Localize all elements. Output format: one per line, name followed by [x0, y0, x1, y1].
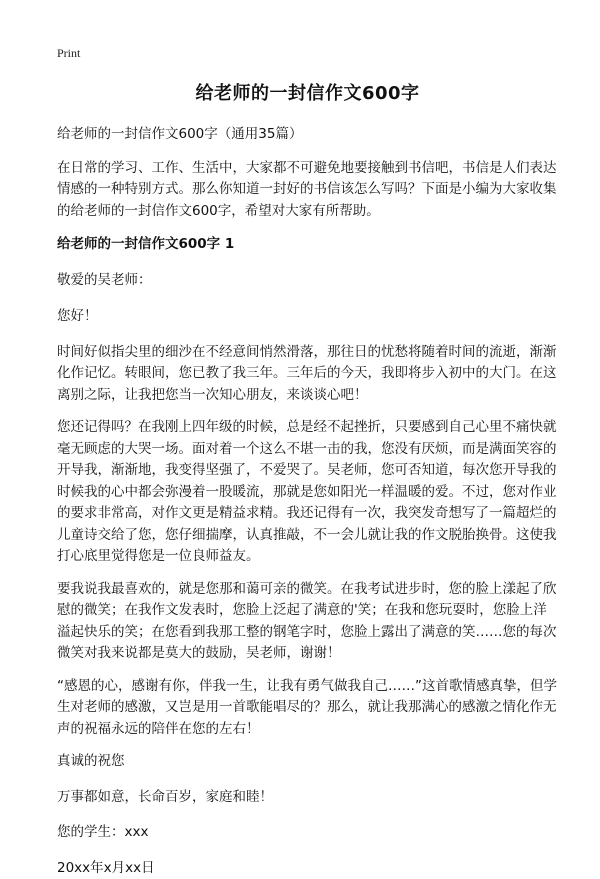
letter-paragraph: 您还记得吗？在我刚上四年级的时候，总是经不起挫折，只要感到自己心里不痛快就毫无顾虑的大哭一场。面对着一个这么不堪一击的我，您没有厌烦，而是满面笑容的开导我，渐渐地，我变得坚强了，不爱哭了。吴老师，您可否知道，每次您开导我的时候我的心中都会弥漫着一股暖流，那就是您如阳光一样温暖的爱。不过，您对作业的要求非常高，对作文更是精益求精。我还记得有一次，我突发奇想写了一篇超烂的儿童诗交给了您，您仔细揣摩，认真推敲，不一会儿就让我的作文脱胎换骨。这使我打心底里觉得您是一位良师益友。: [57, 417, 558, 568]
section-heading: 给老师的一封信作文600字 1: [57, 234, 558, 256]
letter-wish: 万事都如意，长命百岁，家庭和睦！: [57, 787, 558, 809]
print-label[interactable]: Print: [57, 46, 558, 60]
letter-date: 20xx年x月xx日: [57, 858, 558, 879]
letter-closing: 真诚的祝您: [57, 751, 558, 773]
letter-paragraph: “感恩的心，感谢有你，伴我一生，让我有勇气做我自己……”这首歌情感真挚，但学生对老师的感激，又岂是用一首歌能唱尽的？那么，就让我那满心的感激之情化作无声的祝福永远的陪伴在您的左右！: [57, 676, 558, 741]
letter-paragraph: 要我说我最喜欢的，就是您那和蔼可亲的微笑。在我考试进步时，您的脸上漾起了欣慰的微笑；在我作文发表时，您脸上泛起了满意的'笑；在我和您玩耍时，您脸上洋溢起快乐的笑；在您看到我那工整的钢笔字时，您脸上露出了满意的笑……您的每次微笑对我来说都是莫大的鼓励，吴老师，谢谢！: [57, 579, 558, 665]
document-subtitle: 给老师的一封信作文600字（通用35篇）: [57, 124, 558, 146]
intro-paragraph: 在日常的学习、工作、生活中，大家都不可避免地要接触到书信吧，书信是人们表达情感的一种特别方式。那么你知道一封好的书信该怎么写吗？下面是小编为大家收集的给老师的一封信作文600字，希望对大家有所帮助。: [57, 158, 558, 223]
document-title: 给老师的一封信作文600字: [57, 82, 558, 106]
letter-salutation: 敬爱的吴老师：: [57, 270, 558, 292]
letter-greeting: 您好！: [57, 306, 558, 328]
letter-paragraph: 时间好似指尖里的细沙在不经意间悄然滑落，那往日的忧愁将随着时间的流逝，渐渐化作记忆。转眼间，您已教了我三年。三年后的今天，我即将步入初中的大门。在这离别之际，让我把您当一次知心朋友，来谈谈心吧！: [57, 342, 558, 407]
letter-signature: 您的学生：xxx: [57, 822, 558, 844]
